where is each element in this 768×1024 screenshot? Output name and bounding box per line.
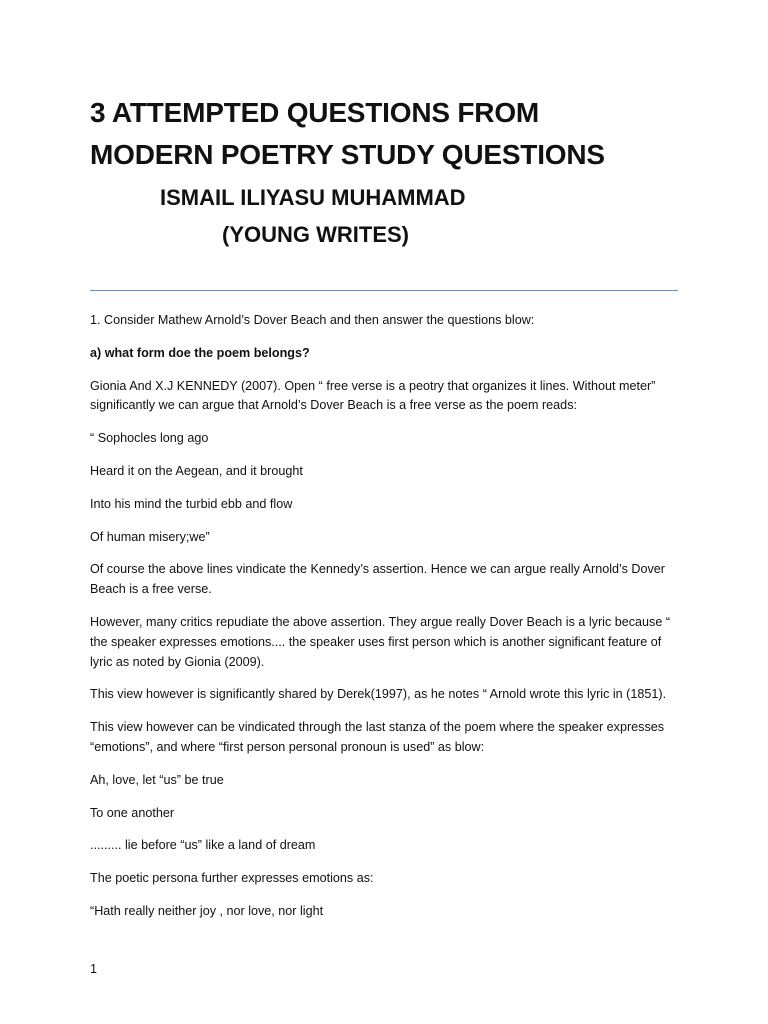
question-intro: 1. Consider Mathew Arnold’s Dover Beach and then answer the questions blow: [90, 313, 535, 327]
body-paragraph: Of course the above lines vindicate the Kennedy’s assertion. Hence we can argue really Arnold’s Dover Beach is a free verse. [90, 562, 665, 597]
body-paragraph: This view however is significantly shared by Derek(1997), as he notes “ Arnold wrote this lyric in (1851). [90, 687, 667, 702]
document-title-line-1: 3 ATTEMPTED QUESTIONS FROM [90, 97, 540, 128]
document-body [90, 311, 682, 935]
body-paragraph: Gionia And X.J KENNEDY (2007). Open “ free verse is a peotry that organizes it lines. Without meter” significantly we can argue that Arnold’s Dover Beach is a free verse as the poem reads: [90, 378, 656, 413]
page-number: 1 [90, 962, 98, 976]
document-title-line-2: MODERN POETRY STUDY QUESTIONS [90, 139, 605, 170]
poem-quote-line: To one another [90, 805, 175, 820]
body-paragraph: However, many critics repudiate the above assertion. They argue really Dover Beach is a lyric because “ the speaker expresses emotions.... the speaker uses first person which is another significant feature of lyric as noted by Gionia (2009). [90, 614, 671, 669]
body-paragraph: The poetic persona further expresses emotions as: [90, 871, 374, 886]
poem-quote-line: Heard it on the Aegean, and it brought [90, 463, 303, 478]
author-name: ISMAIL ILIYASU MUHAMMAD [160, 185, 466, 210]
question-a-heading: a) what form doe the poem belongs? [90, 345, 310, 360]
poem-quote-line: ......... lie before “us” like a land of dream [90, 838, 316, 853]
poem-quote-line: “Hath really neither joy , nor love, nor light [90, 903, 324, 918]
poem-quote-line: Of human misery;we” [90, 529, 210, 544]
poem-quote-line: Ah, love, let “us” be true [90, 772, 224, 787]
title-divider-rule [90, 290, 678, 291]
author-pen-name: (YOUNG WRITES) [222, 222, 409, 247]
poem-quote-line: “ Sophocles long ago [90, 431, 209, 446]
poem-quote-line: Into his mind the turbid ebb and flow [90, 496, 293, 511]
body-paragraph: This view however can be vindicated through the last stanza of the poem where the speaker expresses “emotions”, and where “first person personal pronoun is used” as blow: [90, 720, 665, 754]
